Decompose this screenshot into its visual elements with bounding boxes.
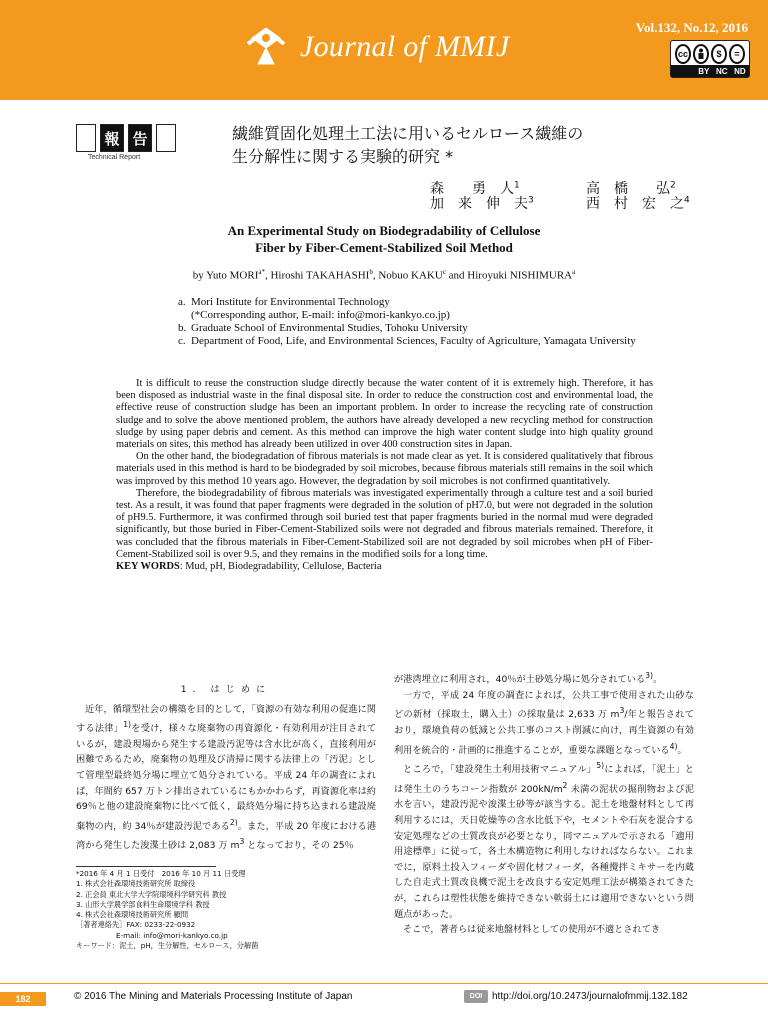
badge-char-2: 告 — [128, 124, 152, 152]
badge-frame-right — [156, 124, 176, 152]
abstract-paragraph-1: It is difficult to reuse the construction sludge directly because the water content of it is extremely high. Therefore, it has been disposed as industrial waste in the final disposal site. In order to reduce the construction cost and environmental load, the effective reuse of construction sludge has been an important problem. In order to increase the recycling rate of construction sludge and to solve the above mentioned problem, the authors have already developed a new recycling method for construction sludge by using paper debris and cement. As this method can improve the high water content sludge into high quality ground materials on sites, this method has already been utilized in over 400 construction sites in Japan. — [116, 378, 653, 451]
doi-link[interactable]: http://doi.org/10.2473/journalofmmij.132.182 — [492, 991, 688, 1002]
noderivatives-icon: = — [729, 44, 745, 64]
abstract-paragraph-3: Therefore, the biodegradability of fibrous materials was investigated experimentally through a culture test and a soil buried test. As a result, it was found that paper fragments were degraded in the solution of pH7.0, but were not degraded in the solution of pH9.5. Furthermore, it was confirmed through soil buried test that paper fragments buried in the normal mud were degraded significantly, but those buried in Fiber-Cement-Stabilized soils were not degraded and fibrous materials remained. Therefore, it was concluded that the fibrous materials in Fiber-Cement-Stabilized soil are not degraded by soil microbes when pH of Fiber-Cement-Stabilized soil is over 9.5, and they remains in the modified soils for a long time. — [116, 487, 653, 560]
body-column-right — [394, 668, 694, 938]
abstract — [116, 378, 653, 573]
mmij-logo-icon — [244, 26, 288, 66]
body-paragraph-intro: 近年，循環型社会の構築を目的として，「資源の有効な利用の促進に関する法律」$^{1)}$を受け，様々な廃棄物の再資源化・有効利用が注目されているが，建設現場から発生する建設汚泥等は含水比が高く，直接利用が困難であるため，廃棄物の処理及び清掃に関する法律上の「汚泥」として管理型最終処分場に埋立て処分されている。平成 24 年の調査によれば，年間約 657 万トン排出されているにもかかわらず，再資源化率は約 69％と他の建設廃棄物に比べて低く，最終処分場に持ち込まれる建設廃棄物の内，約 34％が建設汚泥である$^{2)}$。また，平成 20 年度における港湾から発生した浚渫土砂は 2,083 万 $m^3$ となっており，その 25％ — [76, 703, 377, 852]
technical-report-badge — [76, 120, 186, 168]
body-paragraph-4: そこで，著者らは従来地盤材料としての使用が不適とされてき — [403, 924, 661, 936]
footnote-keywords-jp: キーワード：泥土，pH，生分解性，セルロース，分解菌 — [76, 941, 259, 951]
body-paragraph-continued: が港湾埋立に利用され，40％が土砂処分場に処分されている$^{3)}$。 — [394, 671, 663, 686]
author-jp-4: 西 村 宏 之$^4$ — [586, 195, 690, 212]
noncommercial-icon: $ — [711, 44, 727, 64]
affiliation-b: b. Graduate School of Environmental Studies, Tohoku University — [178, 322, 468, 334]
author-jp-3: 加 来 伸 夫$^3$ — [430, 195, 534, 212]
body-column-left — [76, 682, 376, 854]
byline: by Yuto $MORI^{a*}$, Hiroshi TAKAHASHI$^b$, Nobuo KAKU$^c$ and Hiroyuki NISHIMURA$^a$ — [192, 268, 576, 282]
keywords: KEY WORDS: Mud, pH, Biodegradability, Cellulose, Bacteria — [116, 561, 382, 573]
title-jp-line-1: 繊維質固化処理土工法に用いるセルロース繊維の — [232, 124, 584, 143]
affiliation-a: a. Mori Institute for Environmental Technology — [178, 296, 390, 308]
badge-char-1: 報 — [100, 124, 124, 152]
badge-caption: Technical Report — [88, 154, 141, 161]
affiliation-a-contact: (*Corresponding author, E-mail: info@mori-kankyo.co.jp) — [191, 309, 450, 321]
title-en-line-2: Fiber by Fiber-Cement-Stabilized Soil Method — [255, 240, 513, 255]
body-paragraph-2: 一方で，平成 24 年度の調査によれば，公共工事で使用された山砂などの新材（採取土，購入土）の採取量は 2,633 万 $m^3/$年と報告されており，環境負荷の低減と公共工事のコスト削減に向け，再生資源の有効利用を統合的・計画的に推進することが，重要な課題となっている$^{4)}$。 — [394, 689, 694, 756]
footnote-contact-fax: ［著者連絡先］FAX: 0233-22-0932 — [76, 920, 196, 930]
cc-icon: cc — [675, 44, 691, 64]
badge-frame-left — [76, 124, 96, 152]
license-nc-label: NC — [715, 66, 728, 76]
footnote-affil-1: 1. 株式会社森環境技術研究所 取締役 — [76, 879, 196, 889]
footnote-affil-4: 4. 株式会社森環境技術研究所 顧問 — [76, 910, 189, 920]
body-paragraph-3: ところで，「建設発生土利用技術マニュアル」$^{5)}$によれば，「泥土」とは発生土のうちコーン指数が $200kN/m^2$ 未満の泥状の掘削物および泥水を言い，建設汚泥や浚渫土砂等が該当する。泥土を地盤材料として再利用するには，天日乾燥等の含水比低下や，セメントや石灰を混合する安定処理などの土質改良が必要となり，同マニュアルで示される「適用用途標準」に従って，各土木構造物に利用しなければならない。これまでに，原料土投入フィーダや固化材フィーダ，各種攪拌ミキサーを内蔵した自走式土質改良機で泥土を改良する安定処理工法が構築されてきたが，これらは塑性状態を維持できない軟弱土には適用できないという問題点があった。 — [394, 761, 695, 920]
cc-license-badge[interactable] — [670, 40, 750, 78]
abstract-paragraph-2: On the other hand, the biodegradation of fibrous materials is not made clear as yet. It is considered qualitatively that fibrous materials used in this method is hard to be biodegraded by soil microbes, because fibrous materials still remains in the soil which was improved by this method 10 years ago. However, the degradation by soil microbes is not confirmed quantitatively. — [116, 451, 653, 487]
page-title-en — [0, 222, 768, 256]
author-jp-1: 森 勇 人$^1$ — [430, 180, 520, 197]
doi-icon: DOI — [464, 990, 488, 1003]
copyright-notice: © 2016 The Mining and Materials Processing Institute of Japan — [74, 991, 353, 1002]
footer-divider — [0, 983, 768, 984]
page-title-jp — [232, 122, 583, 168]
affiliation-c: c. Department of Food, Life, and Environmental Sciences, Faculty of Agriculture, Yamagata University — [178, 335, 636, 347]
journal-title: Journal of MMIJ — [300, 30, 510, 63]
footnote-received: *2016 年 4 月 1 日受付 2016 年 10 月 11 日受理 — [76, 869, 246, 878]
license-by-label: BY — [698, 66, 710, 76]
title-en-line-1: An Experimental Study on Biodegradability of Cellulose — [227, 223, 541, 238]
footnote-divider — [76, 866, 216, 867]
page-number: 182 — [0, 992, 46, 1006]
volume-info: Vol.132, No.12, 2016 — [635, 20, 748, 35]
affiliations — [178, 296, 638, 348]
footnote-affil-3: 3. 山形大学農学部食料生命環境学科 教授 — [76, 899, 210, 909]
author-jp-2: 高 橋 弘$^2$ — [586, 180, 676, 197]
by-attribution-icon — [693, 44, 709, 64]
section-heading: 1. はじめに — [180, 684, 272, 695]
journal-header — [0, 0, 768, 100]
title-jp-line-2: 生分解性に関する実験的研究 * — [232, 147, 454, 166]
footnote-affil-2: 2. 正会員 東北大学大学院環境科学研究科 教授 — [76, 889, 227, 899]
footnote-contact-email: E-mail: info@mori-kankyo.co.jp — [116, 930, 228, 940]
footnotes — [76, 869, 376, 951]
license-nd-label: ND — [734, 66, 746, 76]
